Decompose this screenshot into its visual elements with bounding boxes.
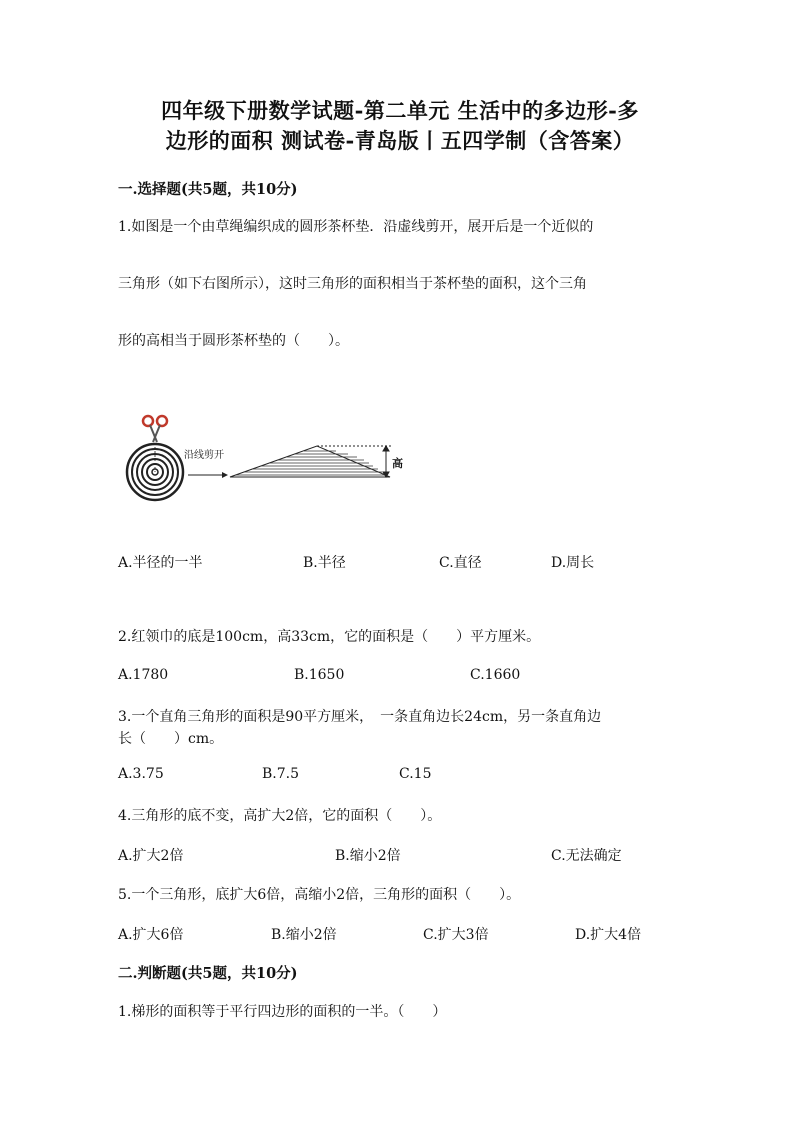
scissors-icon <box>143 416 167 442</box>
q2-options <box>118 667 678 689</box>
q2-option-b[interactable]: B.1650 <box>294 667 345 683</box>
q4-option-c[interactable]: C.无法确定 <box>551 848 622 864</box>
section-1-heading: 一.选择题(共5题，共10分) <box>118 181 298 198</box>
q4-text: 4.三角形的底不变，高扩大2倍，它的面积（ ）。 <box>118 808 442 824</box>
q3-option-c[interactable]: C.15 <box>399 766 432 782</box>
q1-text-line-2: 三角形（如下右图所示），这时三角形的面积相当于茶杯垫的面积，这个三角 <box>118 276 587 292</box>
section-2-heading: 二.判断题(共5题，共10分) <box>118 965 298 982</box>
q1-option-d[interactable]: D.周长 <box>551 555 595 571</box>
q4-option-a[interactable]: A.扩大2倍 <box>118 848 184 864</box>
q3-text-line-1: 3.一个直角三角形的面积是90平方厘米， 一条直角边长24cm，另一条直角边 <box>118 709 602 725</box>
q1-text-line-3: 形的高相当于圆形茶杯垫的（ ）。 <box>118 333 349 349</box>
q5-options <box>118 924 678 946</box>
q3-option-b[interactable]: B.7.5 <box>262 766 300 782</box>
q5-text: 5.一个三角形，底扩大6倍，高缩小2倍，三角形的面积（ ）。 <box>118 887 521 903</box>
judge-q1-text: 1.梯形的面积等于平行四边形的面积的一半。（ ） <box>118 1004 447 1020</box>
unrolled-triangle <box>230 446 390 477</box>
cut-label: 沿线剪开 <box>184 450 224 461</box>
q2-text: 2.红领巾的底是100cm，高33cm，它的面积是（ ）平方厘米。 <box>118 629 541 645</box>
title-line-2: 边形的面积 测试卷-青岛版丨五四学制（含答案） <box>165 128 635 153</box>
q1-text-line-1: 1.如图是一个由草绳编织成的圆形茶杯垫．沿虚线剪开，展开后是一个近似的 <box>118 219 594 235</box>
q5-option-d[interactable]: D.扩大4倍 <box>575 927 642 943</box>
q5-option-b[interactable]: B.缩小2倍 <box>271 927 337 943</box>
q3-text-line-2: 长（ ）cm。 <box>118 731 224 747</box>
q2-option-c[interactable]: C.1660 <box>470 667 521 683</box>
q1-options <box>118 552 678 574</box>
title-line-1: 四年级下册数学试题-第二单元 生活中的多边形-多 <box>161 98 639 123</box>
arrow-right-icon <box>188 472 228 478</box>
q1-figure <box>124 410 414 510</box>
q3-option-a[interactable]: A.3.75 <box>118 766 164 782</box>
q2-option-a[interactable]: A.1780 <box>118 667 169 683</box>
q1-option-a[interactable]: A.半径的一半 <box>118 555 203 571</box>
q4-options <box>118 845 678 867</box>
q5-option-a[interactable]: A.扩大6倍 <box>118 927 184 943</box>
q5-option-c[interactable]: C.扩大3倍 <box>423 927 489 943</box>
coaster-diagram <box>124 410 414 510</box>
q3-options <box>118 766 678 788</box>
height-label: 高 <box>392 457 403 470</box>
q4-option-b[interactable]: B.缩小2倍 <box>335 848 401 864</box>
page-title <box>100 96 700 156</box>
q1-option-c[interactable]: C.直径 <box>439 555 482 571</box>
q1-option-b[interactable]: B.半径 <box>303 555 346 571</box>
